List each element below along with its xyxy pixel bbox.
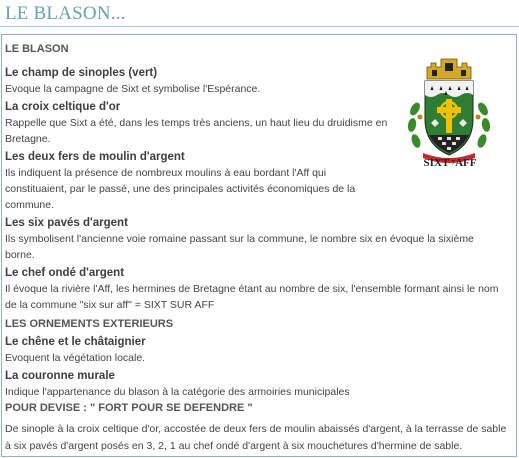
item-heading: La croix celtique d'or (5, 101, 121, 113)
motto: POUR DEVISE : " FORT POUR SE DEFENDRE " (5, 402, 253, 414)
section-heading-blason: LE BLASON (5, 43, 69, 55)
ornament-heading: La couronne murale (5, 370, 115, 382)
title-divider (0, 26, 519, 27)
shield-icon (425, 81, 473, 155)
item-text: Evoque la campagne de Sixt et symbolise l'Espérance. (5, 83, 261, 95)
item-text: Ils symbolisent l'ancienne voie romaine passant sur la commune, le nombre six en évoque la sixième borne. (5, 233, 474, 261)
content-box (1, 34, 517, 457)
ornament-text: Indique l'appartenance du blason à la catégorie des armoiries municipales (5, 386, 350, 398)
ornament-heading: Le chêne et le châtaignier (5, 336, 146, 348)
item-heading: Les deux fers de moulin d'argent (5, 151, 185, 163)
item-text: Ils indiquent la présence de nombreux moulins à eau bordant l'Aff qui constituaient, par le passé, une des principales activités économiques de la commune. (5, 167, 356, 211)
page-title: LE BLASON... (5, 3, 126, 24)
emblem-caption: SIXT ʸAFF (423, 157, 477, 169)
coat-of-arms-emblem (401, 49, 497, 169)
item-text: Rappelle que Sixt a été, dans les temps très anciens, un haut lieu du druidisme en Bretagne. (5, 117, 388, 145)
item-text: Il évoque la rivière l'Aff, les hermines de Bretagne étant au nombre de six, l'ensemble formant ainsi le nom de la commune "six sur aff" = SIXT SUR AFF (5, 283, 499, 311)
item-heading: Les six pavés d'argent (5, 217, 128, 229)
item-heading: Le chef ondé d'argent (5, 267, 125, 279)
mural-crown-icon (427, 59, 471, 79)
item-heading: Le champ de sinoples (vert) (5, 67, 158, 79)
blazon-description: De sinople à la croix celtique d'or, accostée de deux fers de moulin abaissés d'argent, à la terrasse de sable à six pavés d'argent posés en 3, 2, 1 au chef ondé d'argent à six mouchetures d'hermine de sable. (5, 423, 507, 452)
ornament-text: Evoquent la végétation locale. (5, 352, 146, 364)
section-heading-ornaments: LES ORNEMENTS EXTERIEURS (5, 318, 174, 330)
